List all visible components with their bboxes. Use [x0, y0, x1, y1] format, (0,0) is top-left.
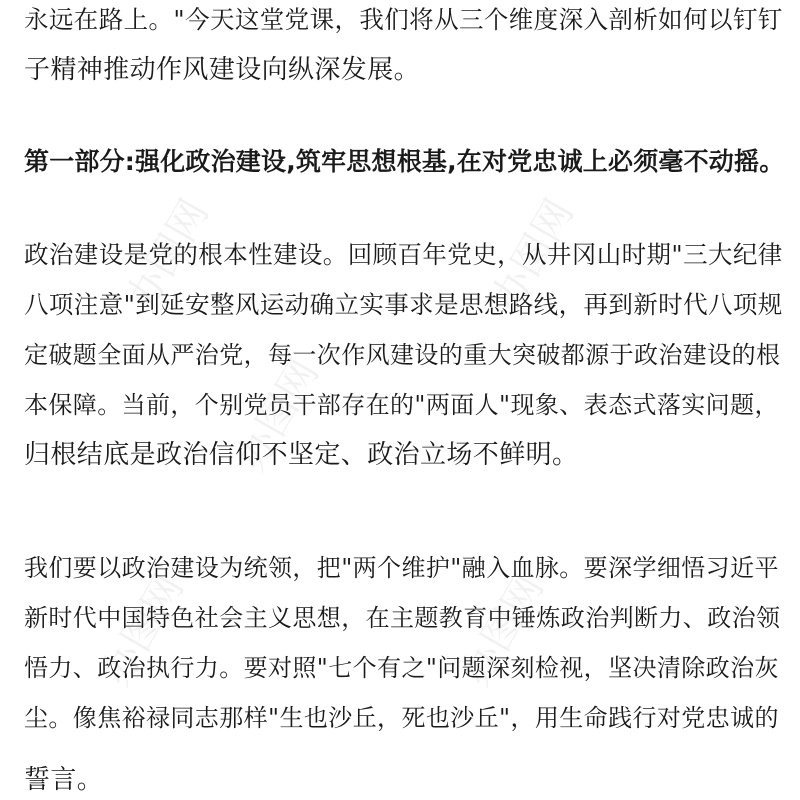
paragraph-line: 我们要以政治建设为统领，把"两个维护"融入血脉。要深学细悟习近平 — [24, 554, 779, 582]
section-heading: 第一部分:强化政治建设,筑牢思想根基,在对党忠诚上必须毫不动摇。 — [24, 147, 785, 176]
intro-line: 子精神推动作风建设向纵深发展。 — [24, 55, 421, 85]
paragraph-line: 尘。像焦裕禄同志那样"生也沙丘，死也沙丘"，用生命践行对党忠诚的 — [24, 704, 779, 732]
watermark: 办图网 — [453, 566, 553, 694]
paragraph-line: 新时代中国特色社会主义思想，在主题教育中锤炼政治判断力、政治领 — [24, 604, 781, 632]
paragraph-line: 定破题全面从严治党，每一次作风建设的重大突破都源于政治建设的根 — [24, 341, 781, 369]
paragraph-line: 政治建设是党的根本性建设。回顾百年党史，从井冈山时期"三大纪律 — [24, 240, 783, 269]
watermark: 办图网 — [118, 191, 218, 319]
intro-line: 永远在路上。"今天这堂党课，我们将从三个维度深入剖析如何以钉钉 — [24, 5, 783, 34]
watermark: 办图网 — [483, 191, 583, 319]
paragraph-line: 归根结底是政治信仰不坚定、政治立场不鲜明。 — [24, 440, 579, 470]
paragraph-line: 本保障。当前，个别党员干部存在的"两面人"现象、表态式落实问题， — [24, 391, 779, 419]
watermark: 办图网 — [93, 566, 193, 694]
paragraph-line: 悟力、政治执行力。要对照"七个有之"问题深刻检视，坚决清除政治灰 — [24, 654, 779, 682]
paragraph-line: 八项注意"到延安整风运动确立实事求是思想路线，再到新时代八项规 — [24, 290, 783, 319]
watermark: 办图网 — [228, 351, 328, 479]
paragraph-line: 誓言。 — [24, 765, 104, 795]
